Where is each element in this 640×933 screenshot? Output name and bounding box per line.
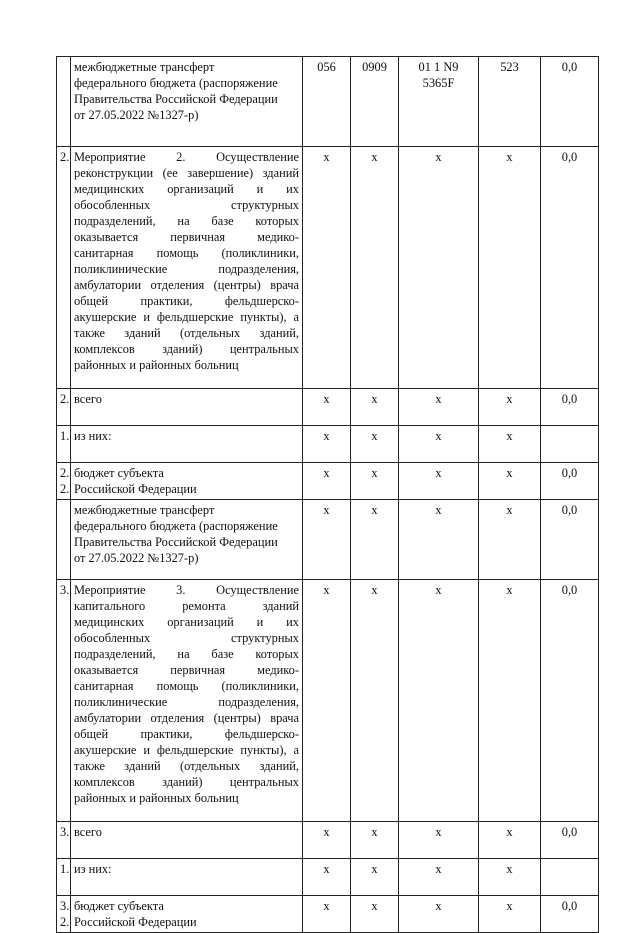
description-line: также зданий (отдельных зданий, <box>74 326 299 340</box>
section-code-cell: x <box>351 147 399 389</box>
row-number-cell <box>57 463 71 500</box>
expense-type-cell: x <box>479 896 541 933</box>
ministry-code-cell: x <box>303 389 351 426</box>
description-line: медицинских организаций и их <box>74 615 299 629</box>
amount-cell <box>541 859 599 896</box>
description-line: амбулатории отделения (центры) врача <box>74 278 299 292</box>
expense-type-cell: x <box>479 580 541 822</box>
expense-type-cell: x <box>479 822 541 859</box>
row-number-cell <box>57 57 71 147</box>
amount-cell <box>541 426 599 463</box>
table-row <box>57 463 599 500</box>
description-line: федерального бюджета (распоряжение <box>74 76 278 90</box>
description-line: Мероприятие 2. Осуществление <box>74 150 299 164</box>
description-line: общей практики, фельдшерско- <box>74 294 299 308</box>
description-line: Правительства Российской Федерации <box>74 92 278 106</box>
description-cell <box>71 57 303 147</box>
table-row <box>57 500 599 580</box>
description-line: Мероприятие 3. Осуществление <box>74 583 299 597</box>
description-line: бюджет субъекта <box>74 899 164 913</box>
section-code-cell: x <box>351 896 399 933</box>
amount-cell: 0,0 <box>541 57 599 147</box>
target-article-cell: x <box>399 389 479 426</box>
amount-cell: 0,0 <box>541 822 599 859</box>
amount-cell: 0,0 <box>541 463 599 500</box>
row-number: 2. <box>60 150 70 164</box>
description-cell <box>71 859 303 896</box>
row-number: 1. <box>60 862 70 876</box>
row-number <box>60 840 67 856</box>
description-line: реконструкции (ее завершение) зданий <box>74 166 299 180</box>
amount-cell: 0,0 <box>541 500 599 580</box>
section-code-cell: x <box>351 463 399 500</box>
section-code-cell: x <box>351 822 399 859</box>
description-line: межбюджетные трансферт <box>74 503 215 517</box>
expense-type-cell: x <box>479 426 541 463</box>
description-line: поликлинические подразделения, <box>74 262 299 276</box>
target-article-cell: 01 1 N9 5365F <box>399 57 479 147</box>
description-line: санитарная помощь (поликлиники, <box>74 246 299 260</box>
description-line: обособленных структурных <box>74 198 299 212</box>
row-number: 3. <box>60 583 70 597</box>
description-line: федерального бюджета (распоряжение <box>74 519 278 533</box>
description-cell <box>71 500 303 580</box>
description-cell <box>71 147 303 389</box>
description-line: акушерские и фельдшерские пункты), а <box>74 310 299 324</box>
description-line: от 27.05.2022 №1327-р) <box>74 551 199 565</box>
ministry-code-cell: x <box>303 426 351 463</box>
section-code-cell: x <box>351 389 399 426</box>
expense-type-cell: x <box>479 463 541 500</box>
description-cell <box>71 580 303 822</box>
description-line: подразделений, на базе которых <box>74 214 299 228</box>
section-code-cell: 0909 <box>351 57 399 147</box>
expense-type-cell: x <box>479 859 541 896</box>
row-number: 2. <box>60 392 70 406</box>
ministry-code-cell: 056 <box>303 57 351 147</box>
row-number: 3. <box>60 899 70 913</box>
amount-cell: 0,0 <box>541 580 599 822</box>
description-line: также зданий (отдельных зданий, <box>74 759 299 773</box>
description-line: из них: <box>74 862 112 876</box>
description-line: из них: <box>74 429 112 443</box>
row-number-cell <box>57 500 71 580</box>
row-number <box>60 407 67 423</box>
description-cell <box>71 426 303 463</box>
description-line: бюджет субъекта <box>74 466 164 480</box>
description-line: всего <box>74 825 102 839</box>
amount-cell: 0,0 <box>541 896 599 933</box>
description-line: оказывается первичная медико- <box>74 230 299 244</box>
description-line: межбюджетные трансферт <box>74 60 215 74</box>
description-line: капитального ремонта зданий <box>74 599 299 613</box>
target-article-cell: x <box>399 500 479 580</box>
ministry-code-cell: x <box>303 859 351 896</box>
ministry-code-cell: x <box>303 463 351 500</box>
table-row <box>57 896 599 933</box>
description-line: комплексов зданий) центральных <box>74 775 299 789</box>
section-code-cell: x <box>351 859 399 896</box>
row-number: 2. <box>60 482 70 496</box>
description-line: Российской Федерации <box>74 482 197 496</box>
row-number-cell <box>57 147 71 389</box>
description-line: санитарная помощь (поликлиники, <box>74 679 299 693</box>
target-article-cell: x <box>399 896 479 933</box>
target-article-cell: x <box>399 147 479 389</box>
row-number-cell <box>57 389 71 426</box>
table-row <box>57 426 599 463</box>
target-article-cell: x <box>399 580 479 822</box>
row-number: 1. <box>60 429 70 443</box>
expense-type-cell: 523 <box>479 57 541 147</box>
table-row <box>57 859 599 896</box>
row-number-cell <box>57 822 71 859</box>
description-cell <box>71 896 303 933</box>
description-cell <box>71 822 303 859</box>
ministry-code-cell: x <box>303 822 351 859</box>
budget-table <box>56 56 599 933</box>
expense-type-cell: x <box>479 147 541 389</box>
table-body <box>57 57 599 933</box>
description-line: амбулатории отделения (центры) врача <box>74 711 299 725</box>
description-line: акушерские и фельдшерские пункты), а <box>74 743 299 757</box>
description-line: районных и районных больниц <box>74 791 239 805</box>
row-number <box>60 165 67 181</box>
row-number: 3. <box>60 825 70 839</box>
section-code-cell: x <box>351 426 399 463</box>
ministry-code-cell: x <box>303 896 351 933</box>
section-code-cell: x <box>351 580 399 822</box>
expense-type-cell: x <box>479 389 541 426</box>
row-number-cell <box>57 426 71 463</box>
ministry-code-cell: x <box>303 580 351 822</box>
target-article-cell: x <box>399 426 479 463</box>
description-line: общей практики, фельдшерско- <box>74 727 299 741</box>
row-number <box>60 75 67 91</box>
row-number-cell <box>57 896 71 933</box>
amount-cell: 0,0 <box>541 389 599 426</box>
row-number <box>60 59 67 75</box>
description-cell <box>71 389 303 426</box>
row-number <box>60 444 67 460</box>
description-line: Российской Федерации <box>74 915 197 929</box>
row-number-cell <box>57 859 71 896</box>
target-article-cell: x <box>399 463 479 500</box>
ministry-code-cell: x <box>303 500 351 580</box>
ministry-code-cell: x <box>303 147 351 389</box>
row-number: 2. <box>60 466 70 480</box>
description-line: от 27.05.2022 №1327-р) <box>74 108 199 122</box>
table-row <box>57 57 599 147</box>
section-code-cell: x <box>351 500 399 580</box>
row-number <box>60 502 67 518</box>
row-number: 2. <box>60 915 70 929</box>
table-row <box>57 389 599 426</box>
row-number-cell <box>57 580 71 822</box>
description-line: подразделений, на базе которых <box>74 647 299 661</box>
description-line: обособленных структурных <box>74 631 299 645</box>
row-number <box>60 877 67 893</box>
table-row <box>57 580 599 822</box>
expense-type-cell: x <box>479 500 541 580</box>
target-article-cell: x <box>399 822 479 859</box>
table-row <box>57 822 599 859</box>
description-line: поликлинические подразделения, <box>74 695 299 709</box>
description-line: медицинских организаций и их <box>74 182 299 196</box>
description-line: Правительства Российской Федерации <box>74 535 278 549</box>
row-number <box>60 518 67 534</box>
table-row <box>57 147 599 389</box>
row-number <box>60 598 67 614</box>
description-line: комплексов зданий) центральных <box>74 342 299 356</box>
description-line: районных и районных больниц <box>74 358 239 372</box>
target-article-cell: x <box>399 859 479 896</box>
amount-cell: 0,0 <box>541 147 599 389</box>
description-line: оказывается первичная медико- <box>74 663 299 677</box>
description-line: всего <box>74 392 102 406</box>
description-cell <box>71 463 303 500</box>
